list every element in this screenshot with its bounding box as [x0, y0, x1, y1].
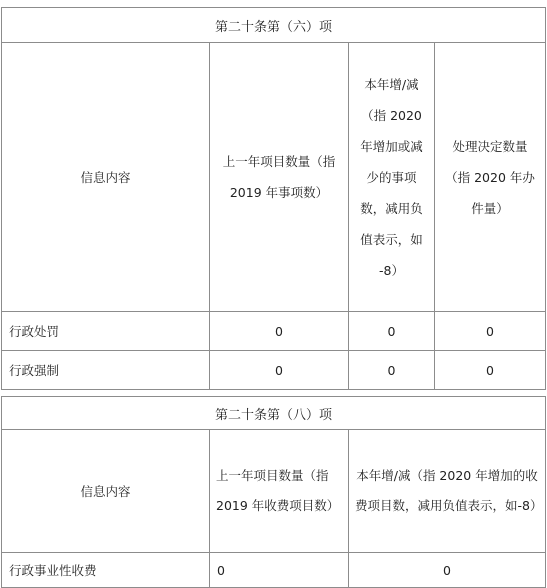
section6-title: 第二十条第（六）项 — [1, 7, 546, 43]
table-cell-decisions: 0 — [434, 350, 546, 390]
table-cell-prev: 0 — [209, 311, 349, 351]
table-row-label: 行政处罚 — [1, 311, 210, 351]
section8-header-prev-year: 上一年项目数量（指 2019 年收费项目数） — [209, 429, 349, 553]
table-cell-change: 0 — [348, 552, 546, 588]
section8-header-change: 本年增/减（指 2020 年增加的收费项目数，减用负值表示，如-8） — [348, 429, 546, 553]
section6-header-info: 信息内容 — [1, 42, 210, 312]
table-row-label: 行政强制 — [1, 350, 210, 390]
table-cell-change: 0 — [348, 311, 435, 351]
table-cell-change: 0 — [348, 350, 435, 390]
section8-header-info: 信息内容 — [1, 429, 210, 553]
section6-header-prev-year: 上一年项目数量（指 2019 年事项数） — [209, 42, 349, 312]
section6-header-change: 本年增/减（指 2020 年增加或减少的事项数，减用负值表示，如 -8） — [348, 42, 435, 312]
section8-title: 第二十条第（八）项 — [1, 396, 546, 430]
table-cell-decisions: 0 — [434, 311, 546, 351]
table-cell-prev: 0 — [209, 350, 349, 390]
section6-header-decisions: 处理决定数量（指 2020 年办件量） — [434, 42, 546, 312]
table-cell-prev: 0 — [209, 552, 349, 588]
table-row-label: 行政事业性收费 — [1, 552, 210, 588]
